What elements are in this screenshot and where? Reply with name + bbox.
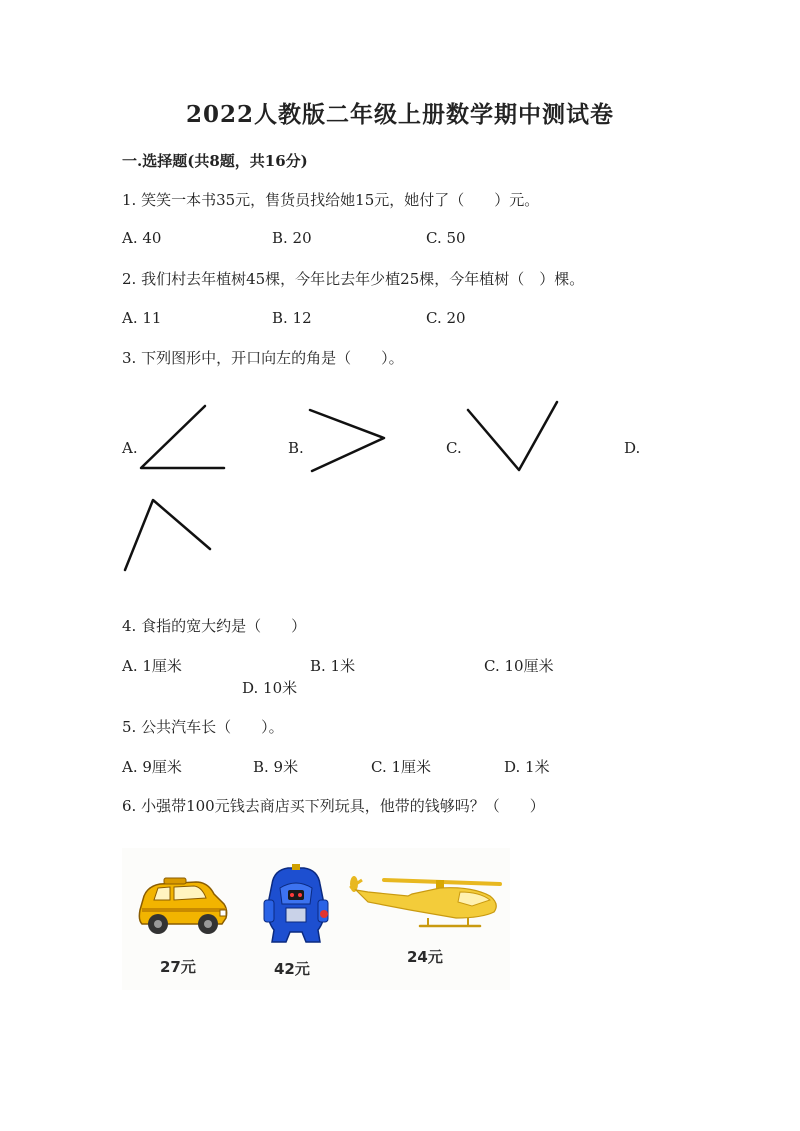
q1-option-a[interactable]: A. 40 <box>122 229 162 247</box>
q1-option-b[interactable]: B. 20 <box>272 229 312 247</box>
toy-robot-price: 42元 <box>274 960 310 978</box>
question-3: 3. 下列图形中，开口向左的角是（ ）。 <box>122 349 404 367</box>
section-heading: 一.选择题(共8题，共16分) <box>122 152 308 170</box>
q3-option-d[interactable]: D. <box>624 439 641 457</box>
q5-option-b[interactable]: B. 9米 <box>253 758 299 776</box>
question-1: 1. 笑笑一本书35元，售货员找给她15元，她付了（ ）元。 <box>122 191 540 209</box>
toy-helicopter-price: 24元 <box>407 948 443 966</box>
toy-car-icon <box>134 870 230 940</box>
page-title: 2022人教版二年级上册数学期中测试卷 <box>185 101 614 128</box>
toy-helicopter-icon <box>348 874 504 938</box>
q4-option-a[interactable]: A. 1厘米 <box>122 657 182 675</box>
q5-option-a[interactable]: A. 9厘米 <box>122 758 182 776</box>
q4-option-d[interactable]: D. 10米 <box>242 679 298 697</box>
q1-option-c[interactable]: C. 50 <box>426 229 466 247</box>
question-5: 5. 公共汽车长（ ）。 <box>122 718 284 736</box>
q4-option-b[interactable]: B. 1米 <box>310 657 356 675</box>
toy-robot-icon <box>258 864 334 946</box>
question-6: 6. 小强带100元钱去商店买下列玩具，他带的钱够吗？（ ） <box>122 797 545 815</box>
q5-option-c[interactable]: C. 1厘米 <box>371 758 432 776</box>
q2-option-b[interactable]: B. 12 <box>272 309 312 327</box>
q5-option-d[interactable]: D. 1米 <box>504 758 550 776</box>
question-2: 2. 我们村去年植树45棵，今年比去年少植25棵，今年植树（ ）棵。 <box>122 270 585 288</box>
toy-car-price: 27元 <box>160 958 196 976</box>
q3-option-a[interactable]: A. <box>122 439 138 457</box>
q3-option-b[interactable]: B. <box>288 439 304 457</box>
question-4: 4. 食指的宽大约是（ ） <box>122 617 307 635</box>
toy-picture-panel <box>122 848 510 990</box>
q2-option-c[interactable]: C. 20 <box>426 309 466 327</box>
q4-option-c[interactable]: C. 10厘米 <box>484 657 554 675</box>
q2-option-a[interactable]: A. 11 <box>122 309 162 327</box>
q3-option-c[interactable]: C. <box>446 439 462 457</box>
